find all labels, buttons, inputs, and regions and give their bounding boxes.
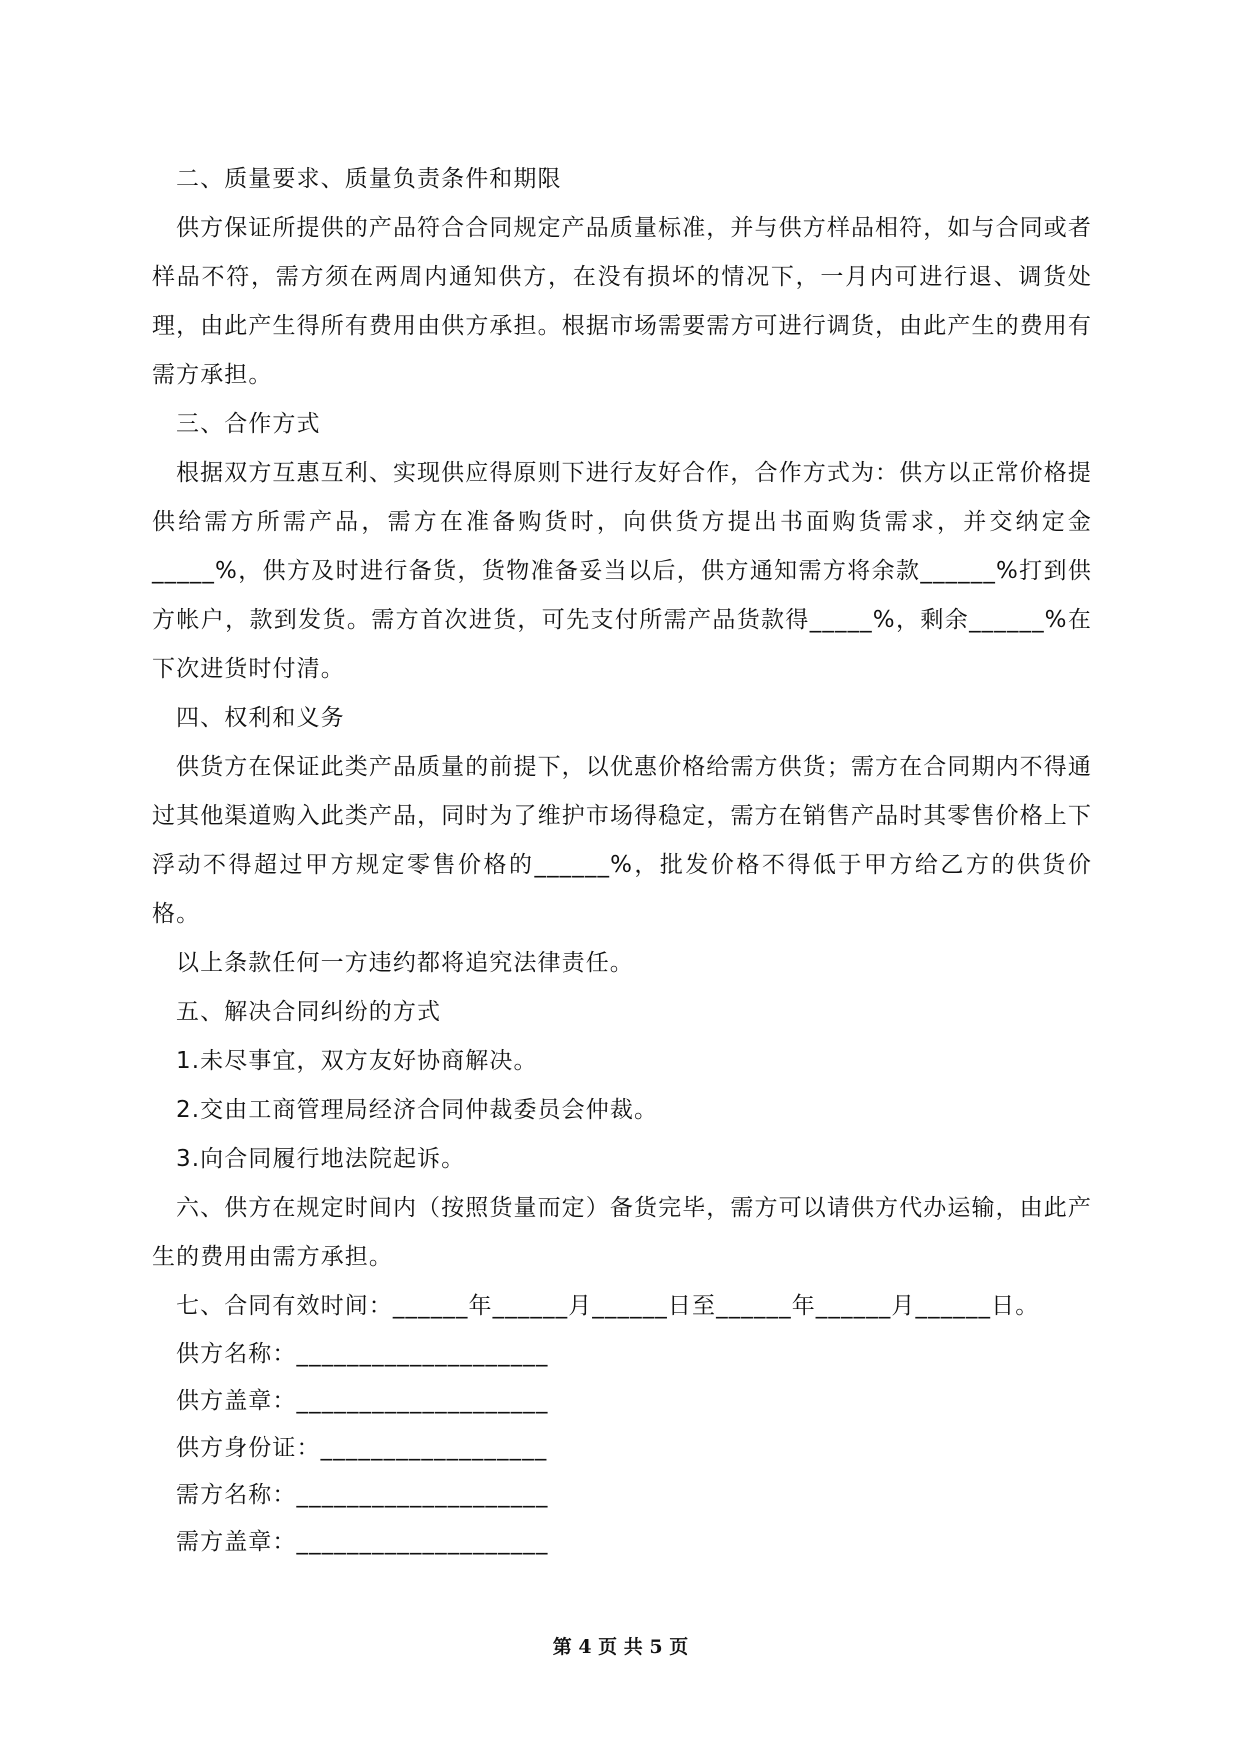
paragraph-liability: 以上条款任何一方违约都将追究法律责任。 [176, 950, 634, 976]
paragraph-validity: 七、合同有效时间：______年______月______日至______年______月______日。 [176, 1293, 1040, 1319]
buyer-seal-line: 需方盖章：____________________ [176, 1529, 549, 1555]
dispute-item-3: 3.向合同履行地法院起诉。 [176, 1146, 466, 1172]
signature-block [152, 1331, 1092, 1566]
paragraph-transport: 六、供方在规定时间内（按照货量而定）备货完毕，需方可以请供方代办运输，由此产生的费用由需方承担。 [152, 1195, 1092, 1270]
supplier-name-line: 供方名称：____________________ [176, 1341, 549, 1367]
supplier-seal-line: 供方盖章：____________________ [176, 1388, 549, 1414]
section-heading-disputes: 五、解决合同纠纷的方式 [176, 999, 442, 1025]
paragraph-rights: 供货方在保证此类产品质量的前提下，以优惠价格给需方供货；需方在合同期内不得通过其他渠道购入此类产品，同时为了维护市场得稳定，需方在销售产品时其零售价格上下浮动不得超过甲方规定零售价格的______%，批发价格不得低于甲方给乙方的供货价格。 [152, 754, 1092, 927]
page-footer: 第 4 页 共 5 页 [552, 1636, 689, 1658]
supplier-id-line: 供方身份证：__________________ [176, 1435, 548, 1461]
paragraph-quality: 供方保证所提供的产品符合合同规定产品质量标准，并与供方样品相符，如与合同或者样品不符，需方须在两周内通知供方，在没有损坏的情况下，一月内可进行退、调货处理，由此产生得所有费用由供方承担。根据市场需要需方可进行调货，由此产生的费用有需方承担。 [152, 215, 1092, 388]
paragraph-cooperation: 根据双方互惠互利、实现供应得原则下进行友好合作，合作方式为：供方以正常价格提供给需方所需产品，需方在准备购货时，向供货方提出书面购货需求，并交纳定金_____%，供方及时进行备货，货物准备妥当以后，供方通知需方将余款______%打到供方帐户，款到发货。需方首次进货，可先支付所需产品货款得_____%，剩余______%在下次进货时付清。 [152, 460, 1092, 682]
buyer-name-line: 需方名称：____________________ [176, 1482, 549, 1508]
section-heading-cooperation: 三、合作方式 [176, 411, 321, 437]
section-heading-rights: 四、权利和义务 [176, 705, 345, 731]
document-body [152, 155, 1092, 1566]
dispute-item-1: 1.未尽事宜，双方友好协商解决。 [176, 1048, 538, 1074]
dispute-item-2: 2.交由工商管理局经济合同仲裁委员会仲裁。 [176, 1097, 659, 1123]
section-heading-quality: 二、质量要求、质量负责条件和期限 [176, 166, 562, 192]
